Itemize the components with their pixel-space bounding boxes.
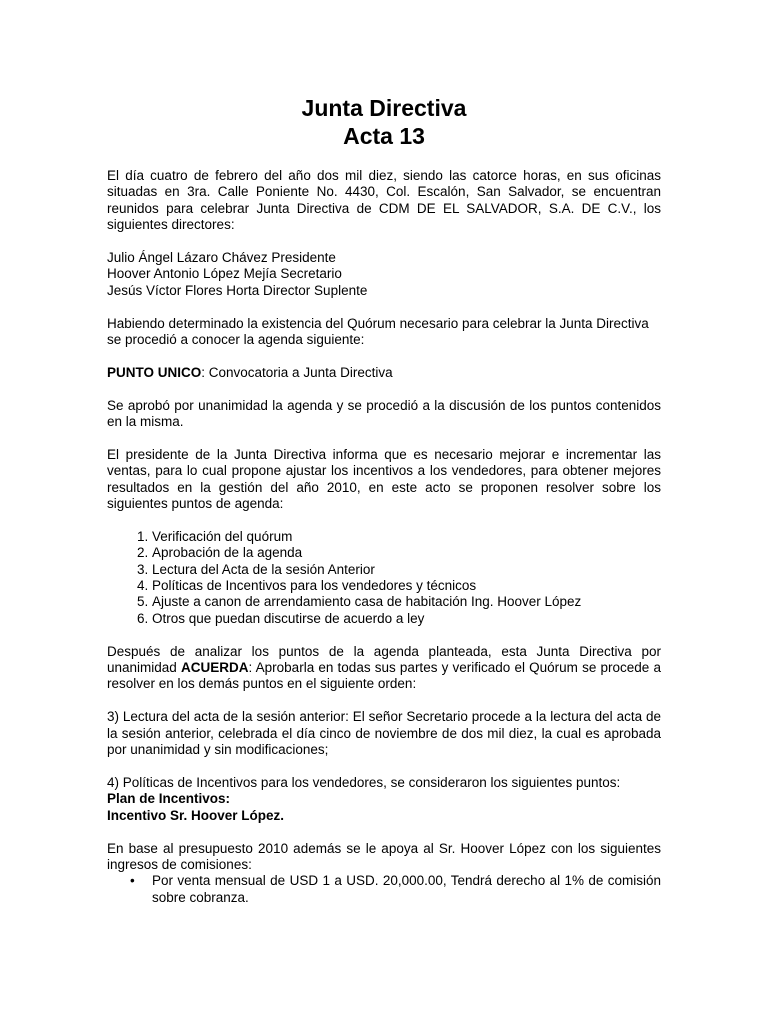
budget-paragraph: En base al presupuesto 2010 además se le apoya al Sr. Hoover López con los siguientes ingresos de comisiones: xyxy=(107,840,661,872)
title-line-2: Acta 13 xyxy=(343,123,425,149)
punto-unico-label: PUNTO UNICO xyxy=(107,364,202,380)
approval-paragraph: Se aprobó por unanimidad la agenda y se procedió a la discusión de los puntos contenidos en la misma. xyxy=(107,397,661,430)
commission-item xyxy=(130,873,661,906)
agenda-item: 4. Políticas de Incentivos para los vendedores y técnicos xyxy=(152,578,661,594)
agenda-item: 2. Aprobación de la agenda xyxy=(152,545,661,561)
acuerda-after: : Aprobarla en todas sus partes y verificado el Quórum se procede a resolver en los demás puntos en el siguiente orden: xyxy=(107,660,661,692)
acuerda-bold: ACUERDA xyxy=(180,660,249,676)
punto-unico-text: : Convocatoria a Junta Directiva xyxy=(201,364,393,380)
commission-list xyxy=(107,873,661,906)
plan-title: Plan de Incentivos: xyxy=(107,791,231,807)
title-line-1: Junta Directiva xyxy=(301,95,467,121)
director-name: Jesús Víctor Flores Horta Director Suplente xyxy=(107,282,368,298)
intro-paragraph: El día cuatro de febrero del año dos mil diez, siendo las catorce horas, en sus oficinas situadas en 3ra. Calle Poniente No. 4430, Col. Escalón, San Salvador, se encuentran reunidos para celebrar Junta Directiva de CDM DE EL SALVADOR, S.A. DE C.V., los siguientes directores: xyxy=(107,168,661,233)
directors-list xyxy=(107,250,661,299)
plan-subtitle: Incentivo Sr. Hoover López. xyxy=(107,807,285,823)
document-title xyxy=(0,94,768,150)
agenda-item: 3. Lectura del Acta de la sesión Anterior xyxy=(152,562,661,578)
acuerda-paragraph xyxy=(107,644,661,693)
punto-unico-paragraph xyxy=(107,365,661,381)
bullet-icon: • xyxy=(130,873,135,889)
agenda-item: 6. Otros que puedan discutirse de acuerdo a ley xyxy=(152,611,661,627)
director-name: Julio Ángel Lázaro Chávez Presidente xyxy=(107,250,336,266)
president-paragraph: El presidente de la Junta Directiva informa que es necesario mejorar e incrementar las ventas, para lo cual propone ajustar los incentivos a los vendedores, para obtener mejores resultados en la gestión del año 2010, en este acto se proponen resolver sobre los siguientes puntos de agenda: xyxy=(107,446,661,512)
agenda-item: 1. Verificación del quórum xyxy=(152,529,661,545)
document-body xyxy=(107,168,661,906)
acuerda-before: Después de analizar los puntos de la agenda planteada, esta Junta Directiva por unanimidad xyxy=(107,643,661,676)
point-3-paragraph: 3) Lectura del acta de la sesión anterior: El señor Secretario procede a la lectura del acta de la sesión anterior, celebrada el día cinco de noviembre de dos mil diez, la cual es aprobada por unanimidad y sin modificaciones; xyxy=(107,709,661,758)
commission-text: Por venta mensual de USD 1 a USD. 20,000.00, Tendrá derecho al 1% de comisión sobre cobranza. xyxy=(152,873,661,905)
director-name: Hoover Antonio López Mejía Secretario xyxy=(107,266,342,282)
agenda-item: 5. Ajuste a canon de arrendamiento casa de habitación Ing. Hoover López xyxy=(152,594,661,610)
agenda-list xyxy=(107,529,661,627)
point-4-text: 4) Políticas de Incentivos para los vendedores, se consideraron los siguientes puntos: xyxy=(107,774,621,790)
quorum-paragraph: Habiendo determinado la existencia del Quórum necesario para celebrar la Junta Directiva se procedió a conocer la agenda siguiente: xyxy=(107,315,649,348)
point-4-block xyxy=(107,775,661,824)
